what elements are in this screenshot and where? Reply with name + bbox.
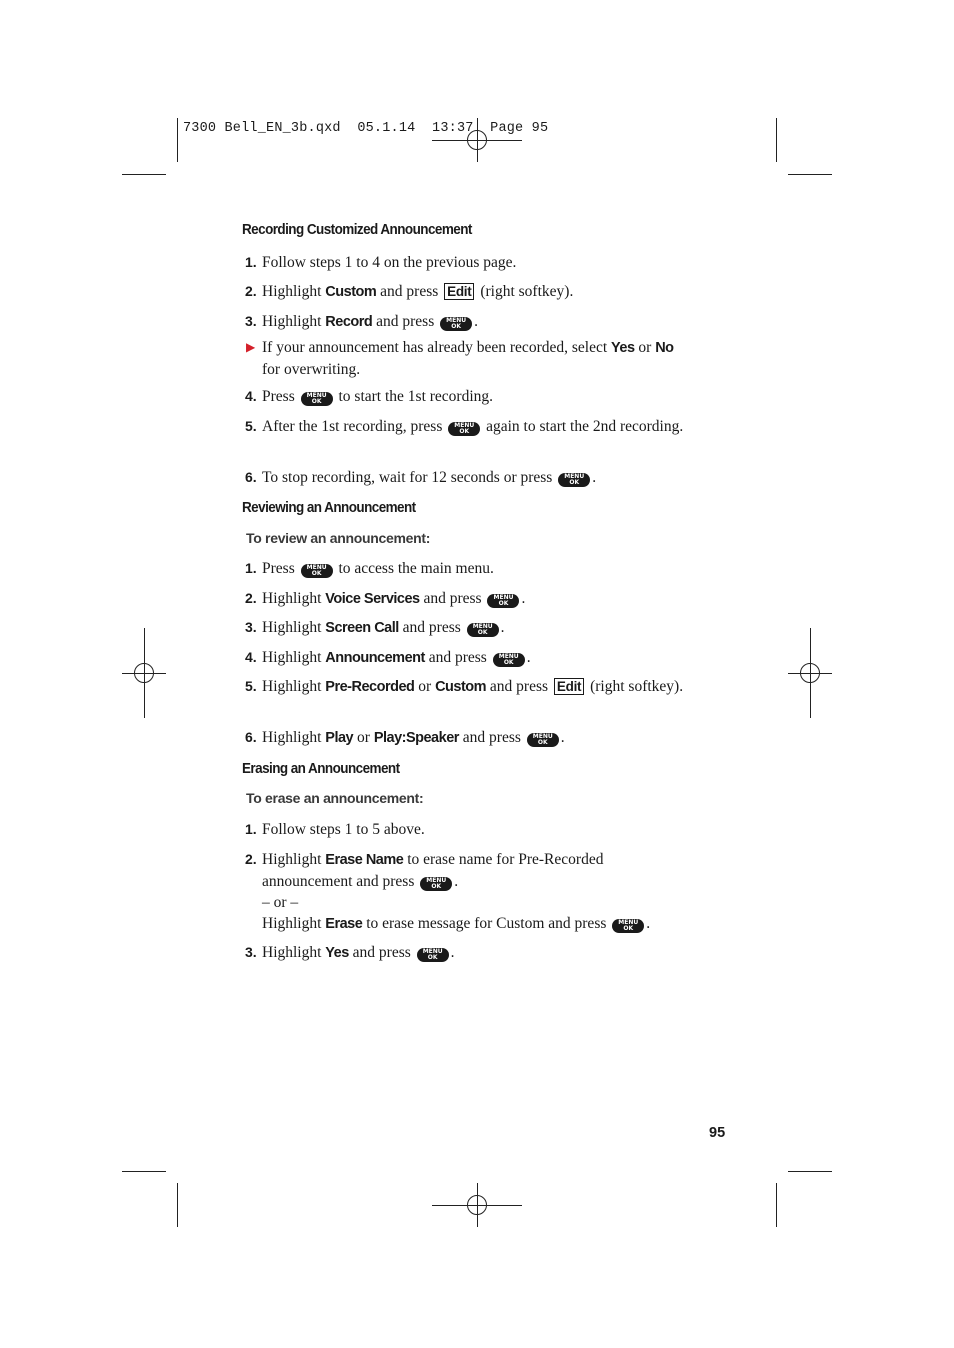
menu-ok-key-icon: MENU OK — [493, 653, 525, 667]
step-item — [245, 386, 695, 407]
step-item — [245, 467, 695, 488]
step-number: 2. — [245, 851, 257, 867]
menu-ok-key-icon: MENU OK — [558, 473, 590, 487]
section-heading-erasing: Erasing an Announcement — [242, 761, 400, 777]
step-text: Press — [262, 388, 299, 405]
step-text: . — [592, 469, 597, 486]
step-number: 3. — [245, 619, 257, 635]
step-text: Press — [262, 560, 299, 577]
option-play: Play — [325, 730, 354, 746]
crop-mark — [122, 174, 166, 175]
option-custom: Custom — [435, 679, 487, 695]
step-item — [245, 588, 695, 610]
step-text: and press — [458, 729, 525, 746]
step-text: to start the 1st recording. — [334, 388, 494, 405]
section-heading-recording: Recording Customized Announcement — [242, 222, 472, 238]
step-text: Follow steps 1 to 4 on the previous page. — [262, 254, 517, 271]
option-screen-call: Screen Call — [325, 620, 399, 636]
step-item — [245, 849, 695, 935]
note-text: for overwriting. — [262, 361, 361, 378]
section-subheading: To review an announcement: — [246, 530, 431, 546]
option-record: Record — [325, 314, 373, 330]
option-announcement: Announcement — [325, 650, 425, 666]
step-item — [245, 416, 695, 437]
step-item — [245, 676, 695, 698]
file-slug: 7300 Bell_EN_3b.qxd 05.1.14 13:37 Page 95 — [183, 121, 549, 136]
registration-circle — [467, 1195, 487, 1215]
step-number: 3. — [245, 944, 257, 960]
registration-circle — [800, 663, 820, 683]
option-erase-name: Erase Name — [325, 852, 404, 868]
note-text: If your announcement has already been recorded, select — [262, 339, 612, 356]
step-text: Highlight — [262, 283, 326, 300]
menu-ok-key-icon: MENU OK — [527, 733, 559, 747]
step-text: . — [450, 944, 455, 961]
menu-ok-key-icon: MENU OK — [301, 392, 333, 406]
step-number: 5. — [245, 418, 257, 434]
step-number: 3. — [245, 313, 257, 329]
step-text: Highlight — [262, 313, 326, 330]
menu-ok-key-icon: MENU OK — [612, 919, 644, 933]
option-no: No — [655, 340, 674, 356]
step-text: to erase name for Pre-Recorded announcement and press — [262, 851, 604, 890]
option-yes: Yes — [325, 945, 349, 961]
step-text: and press — [398, 619, 465, 636]
step-number: 6. — [245, 729, 257, 745]
step-text: or — [414, 678, 436, 695]
option-erase: Erase — [325, 916, 363, 932]
crop-mark — [122, 1171, 166, 1172]
step-text: Highlight — [262, 915, 326, 932]
step-number: 1. — [245, 821, 257, 837]
step-text: (right softkey). — [586, 678, 684, 695]
section-heading-reviewing: Reviewing an Announcement — [242, 500, 416, 516]
step-number: 1. — [245, 254, 257, 270]
step-item — [245, 281, 695, 303]
menu-ok-key-icon: MENU OK — [440, 317, 472, 331]
menu-ok-key-icon: MENU OK — [467, 623, 499, 637]
crop-mark — [788, 174, 832, 175]
step-text: . — [560, 729, 565, 746]
crop-mark — [177, 118, 178, 162]
crop-mark — [776, 118, 777, 162]
crop-mark — [776, 1183, 777, 1227]
step-item — [245, 252, 695, 273]
step-text: To stop recording, wait for 12 seconds or press — [262, 469, 557, 486]
step-number: 5. — [245, 678, 257, 694]
step-text: . — [500, 619, 505, 636]
menu-ok-key-icon: MENU OK — [417, 948, 449, 962]
crop-mark — [788, 1171, 832, 1172]
step-text: again to start the 2nd recording. — [482, 418, 684, 435]
step-item — [245, 942, 695, 964]
menu-ok-key-icon: MENU OK — [420, 877, 452, 891]
step-text: After the 1st recording, press — [262, 418, 447, 435]
step-text: Highlight — [262, 619, 326, 636]
step-text: or — [353, 729, 374, 746]
step-text: to erase message for Custom and press — [362, 915, 611, 932]
option-voice-services: Voice Services — [325, 591, 420, 607]
step-text: Highlight — [262, 678, 326, 695]
or-separator: – or – — [262, 894, 299, 911]
step-text: Highlight — [262, 729, 326, 746]
step-text: . — [521, 590, 526, 607]
registration-circle — [134, 663, 154, 683]
step-text: Highlight — [262, 649, 326, 666]
step-text: and press — [419, 590, 486, 607]
step-item — [245, 558, 695, 579]
step-text: Highlight — [262, 590, 326, 607]
menu-ok-key-icon: MENU OK — [448, 422, 480, 436]
step-number: 2. — [245, 283, 257, 299]
menu-ok-key-icon: MENU OK — [301, 564, 333, 578]
step-text: and press — [372, 313, 439, 330]
note-item — [245, 337, 695, 380]
step-text: . — [646, 915, 651, 932]
step-text: and press — [424, 649, 491, 666]
step-text: Follow steps 1 to 5 above. — [262, 821, 425, 838]
menu-ok-key-icon: MENU OK — [487, 594, 519, 608]
option-yes: Yes — [611, 340, 635, 356]
step-text: Highlight — [262, 851, 326, 868]
step-text: Highlight — [262, 944, 326, 961]
step-number: 4. — [245, 388, 257, 404]
step-item — [245, 617, 695, 639]
step-text: and press — [348, 944, 415, 961]
edit-softkey-icon: Edit — [444, 283, 474, 300]
option-custom: Custom — [325, 284, 377, 300]
step-item — [245, 647, 695, 669]
crop-mark — [177, 1183, 178, 1227]
section-subheading: To erase an announcement: — [246, 790, 424, 806]
option-play-speaker: Play:Speaker — [373, 730, 459, 746]
page-number: 95 — [709, 1125, 726, 1141]
step-text: . — [474, 313, 479, 330]
step-number: 6. — [245, 469, 257, 485]
step-text: and press — [486, 678, 552, 695]
step-number: 2. — [245, 590, 257, 606]
step-text: . — [454, 873, 459, 890]
edit-softkey-icon: Edit — [554, 678, 584, 695]
step-number: 4. — [245, 649, 257, 665]
step-item — [245, 727, 695, 749]
step-text: and press — [376, 283, 443, 300]
step-item — [245, 819, 695, 840]
option-pre-recorded: Pre-Recorded — [325, 679, 415, 695]
step-number: 1. — [245, 560, 257, 576]
step-text: . — [526, 649, 531, 666]
bullet-triangle-icon: ▶ — [246, 340, 256, 354]
step-text: (right softkey). — [476, 283, 574, 300]
step-item — [245, 311, 695, 333]
step-text: to access the main menu. — [334, 560, 494, 577]
note-text: or — [634, 339, 656, 356]
